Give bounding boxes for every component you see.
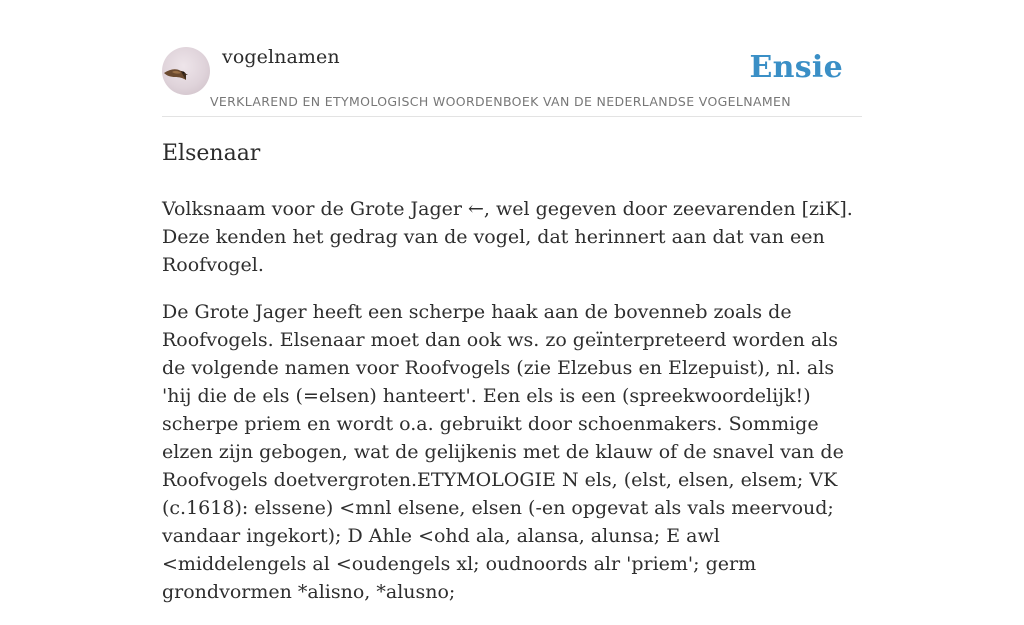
entry-content [162, 138, 862, 625]
site-header [162, 0, 862, 117]
ensie-logo[interactable]: Ensie [749, 50, 843, 85]
entry-paragraph: De Grote Jager heeft een scherpe haak aan de bovenneb zoals de Roofvogels. Elsenaar moet dan ook ws. zo geïnterpreteerd worden als de volgende namen voor Roofvogels (zie Elzebus en Elzepuist), nl. als 'hij die de els (=elsen) hanteert'. Een els is een (spreekwoordelijk!) scherpe priem en wordt o.a. gebruikt door schoenmakers. Sommige elzen zijn gebogen, wat de gelijkenis met de klauw of de snavel van de Roofvogels doetvergroten.ETYMOLOGIE N els, (elst, elsen, elsem; VK (c.1618): elssene) <mnl elsene, elsen (-en opgevat als vals meervoud; vandaar ingekort); D Ahle <ohd ala, alansa, alunsa; E awl <middelengels al <oudengels xl; oudnoords alr 'priem'; germ grondvormen *alisno, *alusno; [162, 301, 844, 603]
bird-photo-icon [162, 47, 210, 95]
site-subtitle: VERKLAREND EN ETYMOLOGISCH WOORDENBOEK VAN DE NEDERLANDSE VOGELNAMEN [210, 94, 791, 109]
site-name[interactable]: vogelnamen [222, 46, 340, 68]
entry-title: Elsenaar [162, 141, 261, 166]
site-avatar[interactable] [162, 47, 210, 95]
entry-paragraph: Volksnaam voor de Grote Jager ←, wel gegeven door zeevarenden [ziK]. Deze kenden het gedrag van de vogel, dat herinnert aan dat van een Roofvogel. [162, 198, 853, 276]
